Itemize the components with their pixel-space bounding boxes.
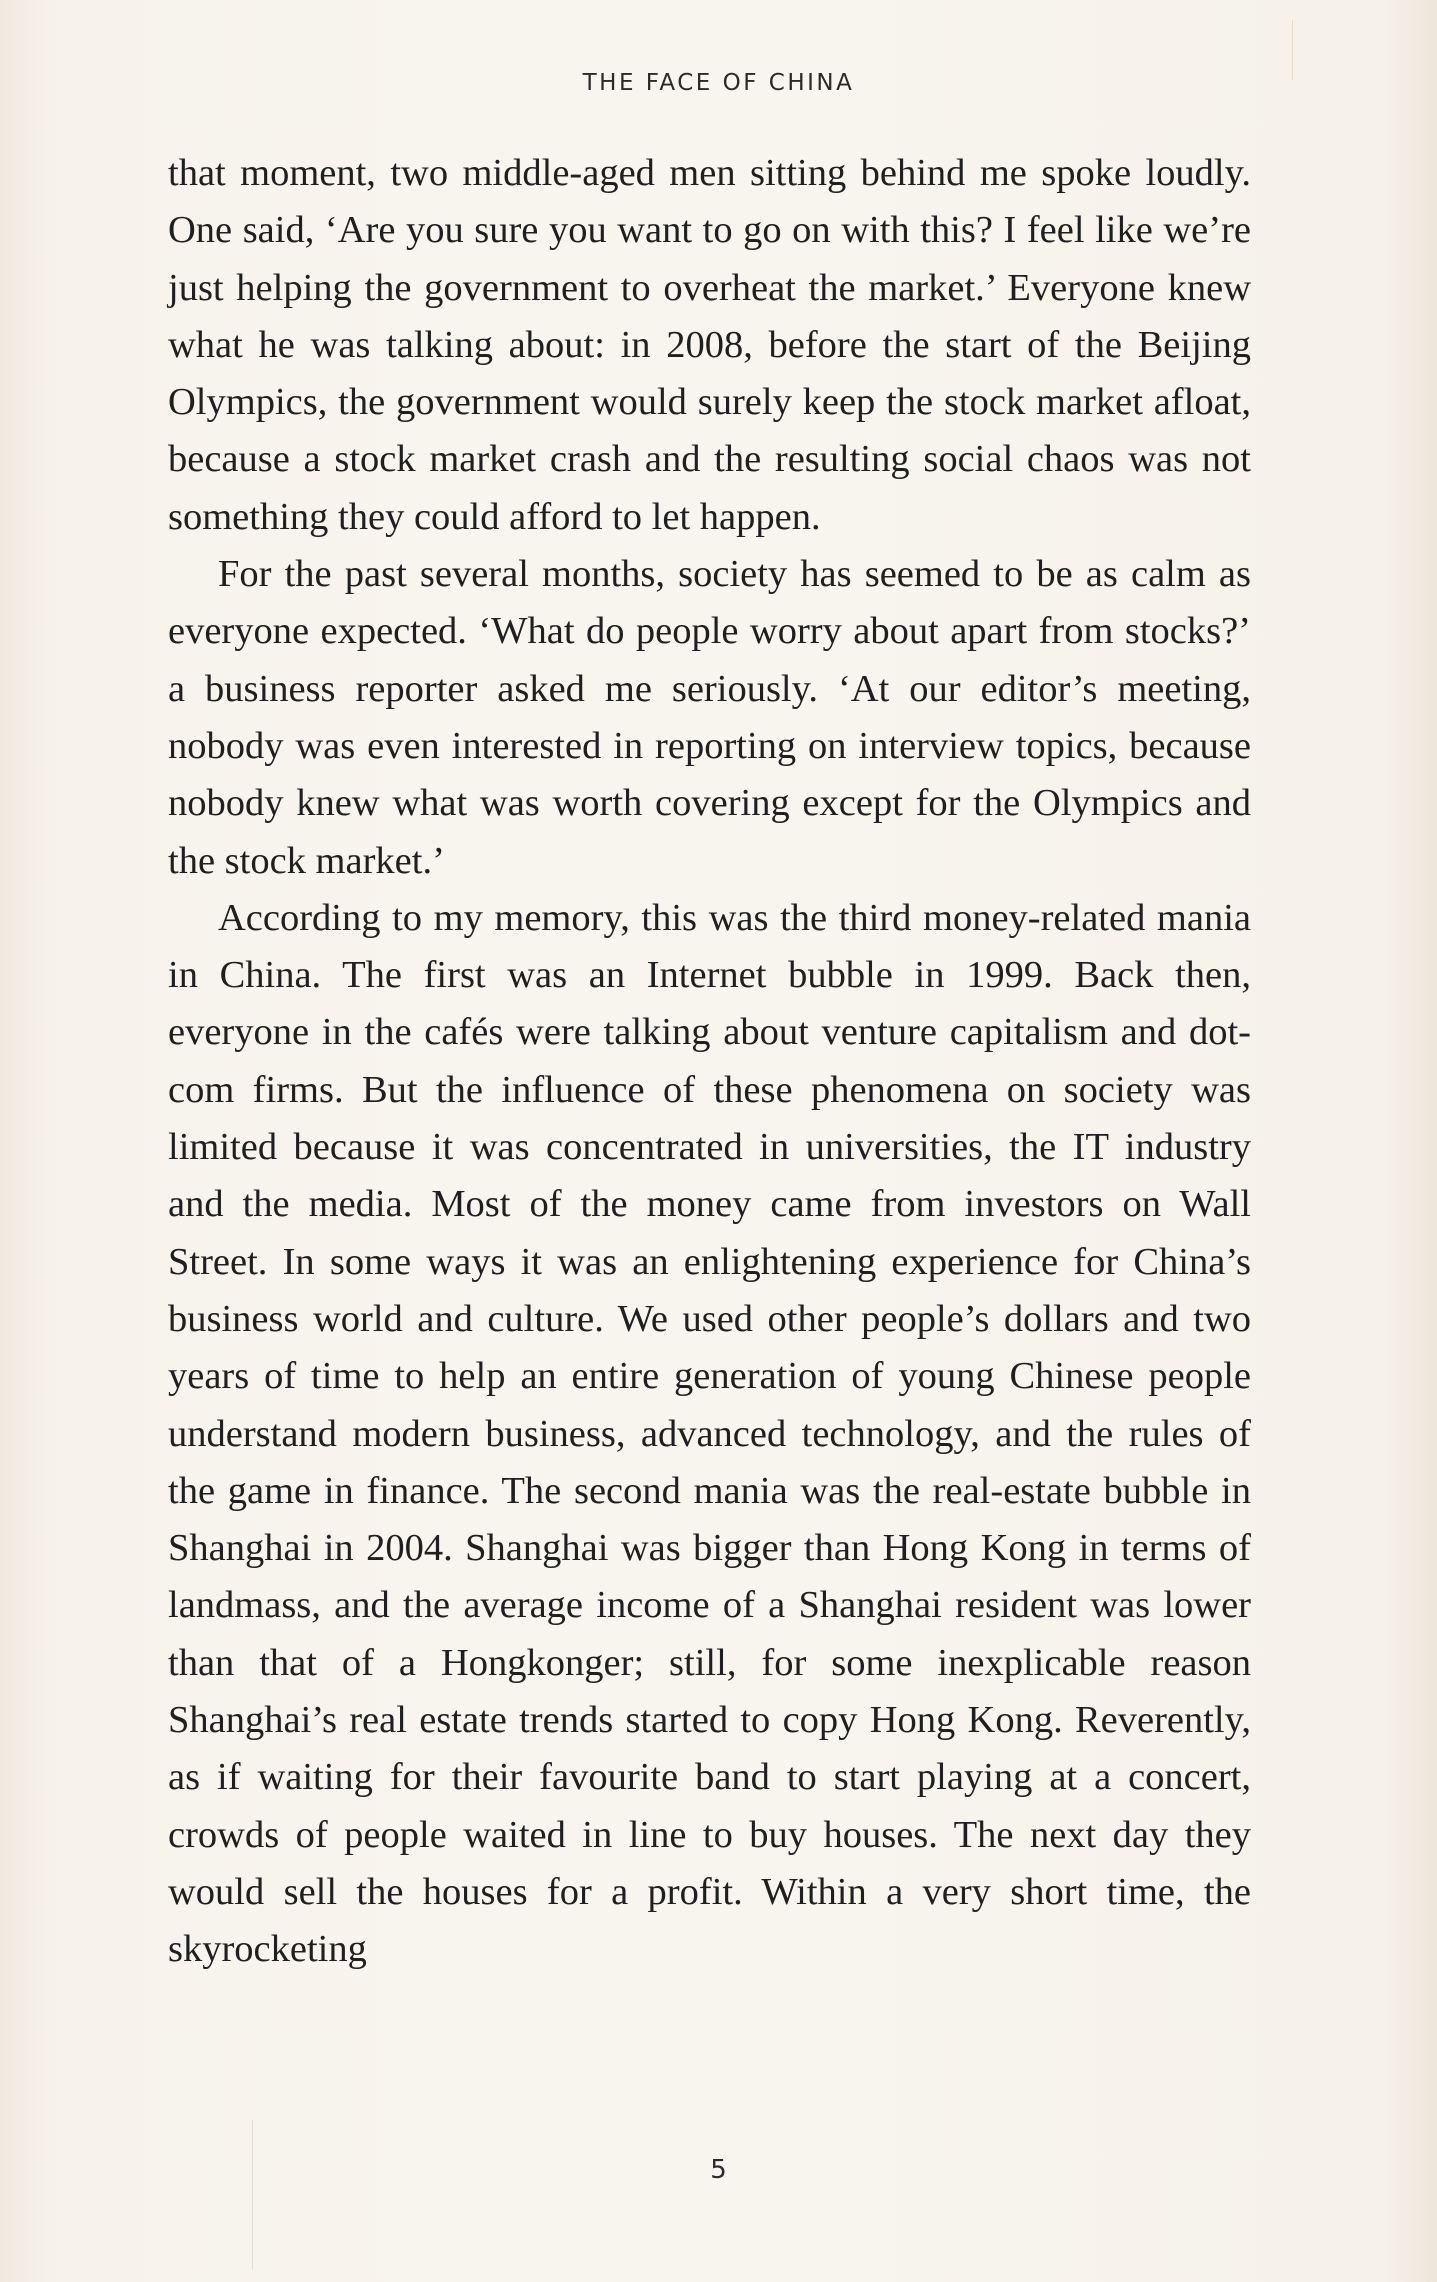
running-head: THE FACE OF CHINA [582,70,855,96]
paragraph: According to my memory, this was the third money-related mania in China. The first was an Internet bubble in 1999. Back then, everyone in the cafés were talking about venture capitalism and dot-com firms. But the influence of these phenomena on society was limited because it was concentrated in universities, the IT industry and the media. Most of the money came from investors on Wall Street. In some ways it was an enlightening experience for China’s business world and culture. We used other people’s dollars and two years of time to help an entire generation of young Chinese people understand modern business, advanced technology, and the rules of the game in finance. The second mania was the real-estate bubble in Shanghai in 2004. Shanghai was bigger than Hong Kong in terms of landmass, and the average income of a Shanghai resident was lower than that of a Hongkonger; still, for some inexplicable reason Shanghai’s real estate trends started to copy Hong Kong. Reverently, as if waiting for their favourite band to start playing at a concert, crowds of people waited in line to buy houses. The next day they would sell the houses for a profit. Within a very short time, the skyrocketing [168,896,1251,1971]
body-text [168,145,1251,1979]
page-number: 5 [710,2155,727,2185]
scan-artifact [252,2120,253,2270]
paragraph: that moment, two middle-aged men sitting behind me spoke loudly. One said, ‘Are you sure you want to go on with this? I feel like we’re just helping the government to overheat the market.’ Everyone knew what he was talking about: in 2008, before the start of the Beijing Olympics, the government would surely keep the stock market afloat, because a stock market crash and the resulting social chaos was not something they could afford to let happen. [168,152,1251,538]
paragraph: For the past several months, society has seemed to be as calm as everyone expected. ‘What do people worry about apart from stocks?’ a business reporter asked me seriously. ‘At our editor’s meeting, nobody was even interested in reporting on interview topics, because nobody knew what was worth covering except for the Olympics and the stock market.’ [168,553,1251,882]
